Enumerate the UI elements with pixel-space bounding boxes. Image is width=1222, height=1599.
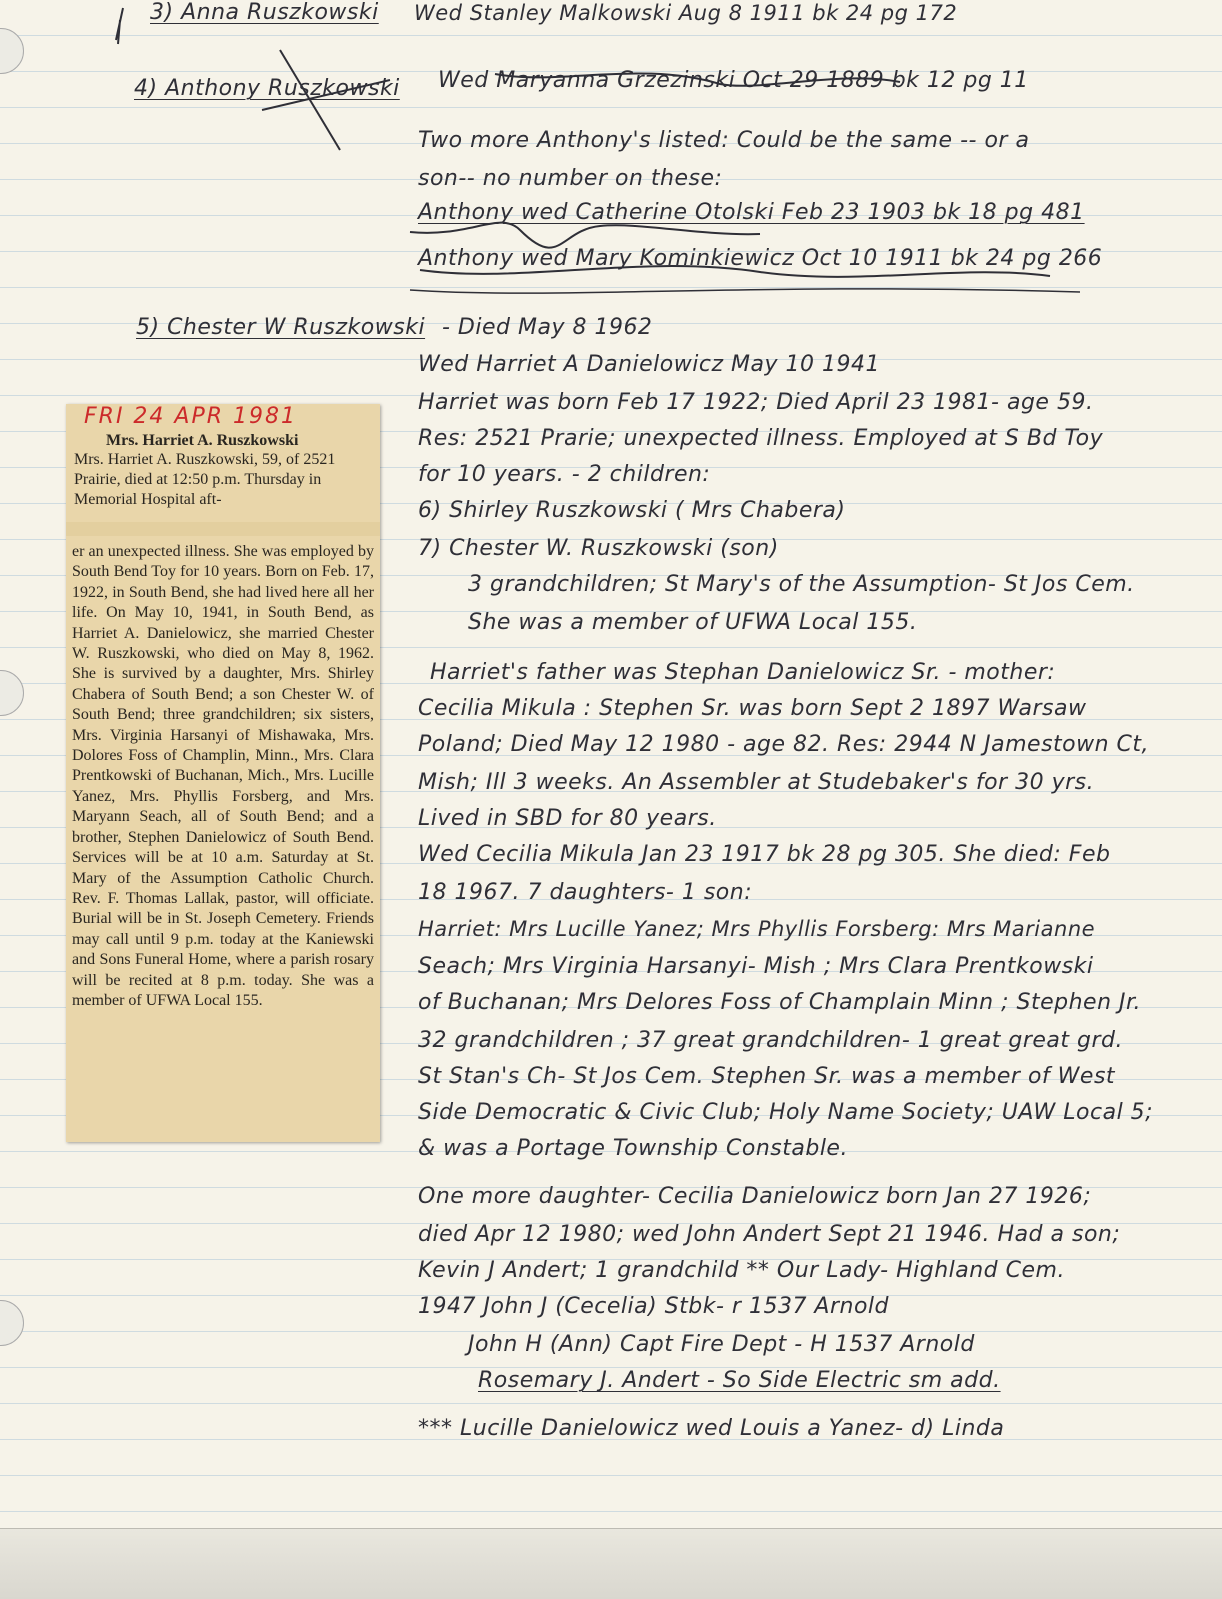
- note-line: Anthony wed Catherine Otolski Feb 23 1903 bk 18 pg 481: [418, 200, 1085, 225]
- note-line: Mish; Ill 3 weeks. An Assembler at Studebaker's for 30 yrs.: [418, 770, 1095, 795]
- clipping-fold: [66, 522, 380, 536]
- entry-3-marriage: Wed Stanley Malkowski Aug 8 1911 bk 24 pg 172: [414, 1, 958, 25]
- note-line: Lived in SBD for 80 years.: [418, 806, 717, 831]
- binder-hole: [0, 28, 24, 74]
- note-line: One more daughter- Cecilia Danielowicz born Jan 27 1926;: [418, 1184, 1092, 1209]
- note-line: Harriet's father was Stephan Danielowicz Sr. - mother:: [430, 660, 1056, 685]
- note-line: 3 grandchildren; St Mary's of the Assumption- St Jos Cem.: [468, 572, 1135, 597]
- note-line: She was a member of UFWA Local 155.: [468, 610, 918, 635]
- entry-7: 7) Chester W. Ruszkowski (son): [418, 536, 779, 561]
- note-line: 1947 John J (Cecelia) Stbk- r 1537 Arnold: [418, 1294, 890, 1319]
- note-line: for 10 years. - 2 children:: [418, 462, 711, 487]
- entry-4-name: 4) Anthony Ruszkowski: [134, 76, 400, 101]
- entry-3-name: 3) Anna Ruszkowski: [150, 0, 379, 25]
- entry-4-marriage: Wed Maryanna Grzezinski Oct 29 1889 bk 12 pg 11: [438, 68, 1029, 93]
- note-line: 18 1967. 7 daughters- 1 son:: [418, 880, 753, 905]
- note-line: *** Lucille Danielowicz wed Louis a Yanez- d) Linda: [418, 1416, 1005, 1441]
- note-line: Kevin J Andert; 1 grandchild ** Our Lady- Highland Cem.: [418, 1258, 1065, 1283]
- note-line: died Apr 12 1980; wed John Andert Sept 21 1946. Had a son;: [418, 1222, 1121, 1247]
- clipping-lead: Mrs. Harriet A. Ruszkowski, 59, of 2521 Prairie, died at 12:50 p.m. Thursday in Memorial Hospital aft-: [74, 451, 336, 508]
- note-line: Harriet: Mrs Lucille Yanez; Mrs Phyllis Forsberg: Mrs Marianne: [418, 917, 1096, 941]
- note-line: Wed Cecilia Mikula Jan 23 1917 bk 28 pg 305. She died: Feb: [418, 842, 1111, 867]
- note-line: Seach; Mrs Virginia Harsanyi- Mish ; Mrs Clara Prentkowski: [418, 954, 1094, 979]
- page-edge: [0, 1528, 1222, 1599]
- note-line: Harriet was born Feb 17 1922; Died April 23 1981- age 59.: [418, 390, 1094, 415]
- entry-5-death: - Died May 8 1962: [442, 315, 653, 340]
- note-line: Two more Anthony's listed: Could be the same -- or a: [418, 128, 1030, 153]
- note-line: Res: 2521 Prarie; unexpected illness. Employed at S Bd Toy: [418, 426, 1104, 451]
- binder-hole: [0, 670, 24, 716]
- entry-5-name: 5) Chester W Ruszkowski: [136, 315, 426, 340]
- date-stamp: FRI 24 APR 1981: [84, 404, 297, 429]
- note-line: Rosemary J. Andert - So Side Electric sm add.: [478, 1368, 1001, 1393]
- note-line: of Buchanan; Mrs Delores Foss of Champlain Minn ; Stephen Jr.: [418, 990, 1142, 1015]
- clipping-body: er an unexpected illness. She was employed by South Bend Toy for 10 years. Born on Feb. 17, 1922, in South Bend, she had lived here all her life. On May 10, 1941, in South Bend, as Harriet A. Danielowicz, she married Chester W. Ruszkowski, who died on May 8, 1962. She is survived by a daughter, Mrs. Shirley Chabera of South Bend; a son Chester W. of South Bend; three grandchildren; six sisters, Mrs. Virginia Harsanyi of Mishawaka, Mrs. Dolores Foss of Champlin, Minn., Mrs. Clara Prentkowski of Buchanan, Mich., Mrs. Lucille Yanez, Mrs. Phyllis Forsberg, and Mrs. Maryann Seach, all of South Bend; and a brother, Stephen Danielowicz of South Bend. Services will be at 10 a.m. Saturday at St. Mary of the Assumption Catholic Church. Rev. F. Thomas Lallak, pastor, will officiate. Burial will be in St. Joseph Cemetery. Friends may call until 9 p.m. today at the Kaniewski and Sons Funeral Home, where a parish rosary will be recited at 8 p.m. today. She was a member of UFWA Local 155.: [72, 543, 374, 1009]
- note-line: Poland; Died May 12 1980 - age 82. Res: 2944 N Jamestown Ct,: [418, 732, 1150, 757]
- note-line: St Stan's Ch- St Jos Cem. Stephen Sr. was a member of West: [418, 1064, 1116, 1089]
- note-line: John H (Ann) Capt Fire Dept - H 1537 Arnold: [468, 1332, 975, 1357]
- note-line: Wed Harriet A Danielowicz May 10 1941: [418, 352, 880, 377]
- note-line: Cecilia Mikula : Stephen Sr. was born Sept 2 1897 Warsaw: [418, 696, 1087, 721]
- note-line: Side Democratic & Civic Club; Holy Name Society; UAW Local 5;: [418, 1100, 1154, 1125]
- entry-6: 6) Shirley Ruszkowski ( Mrs Chabera): [418, 498, 846, 523]
- obituary-clipping: [66, 404, 380, 1142]
- binder-hole: [0, 1300, 24, 1346]
- clipping-headline: Mrs. Harriet A. Ruszkowski: [106, 432, 299, 449]
- note-line: & was a Portage Township Constable.: [418, 1136, 848, 1161]
- note-line: Anthony wed Mary Kominkiewicz Oct 10 1911 bk 24 pg 266: [418, 246, 1103, 271]
- note-line: son-- no number on these:: [418, 166, 723, 191]
- note-line: 32 grandchildren ; 37 great grandchildren- 1 great great grd.: [418, 1028, 1124, 1053]
